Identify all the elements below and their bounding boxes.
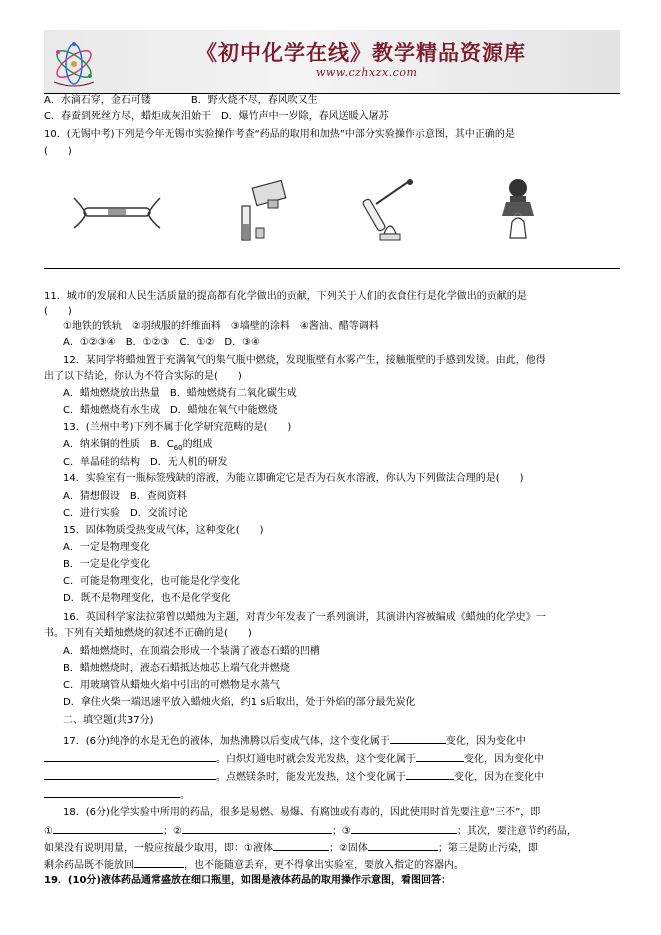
q10-stem: 10．(无锡中考)下列是今年无锡市实验操作考查“药品的取用和加热”中部分实验操作示意图，其中正确的是 [44, 129, 515, 140]
q16-option-c: C．用玻璃管从蜡烛火焰中引出的可燃物是水蒸气 [63, 680, 280, 691]
q17-blank-6[interactable] [44, 787, 180, 798]
q17-line2 [44, 751, 622, 767]
q12-options-cd: C．蜡烛燃烧有水生成 D．蜡烛在氧气中能燃烧 [63, 405, 278, 416]
q18-line4 [44, 857, 622, 873]
q17-text-4: 变化，因为变化中 [464, 754, 544, 765]
q14-options-cd: C．进行实验 D．交流讨论 [63, 508, 188, 519]
q19-stem: 19．(10分)液体药品通常盛放在细口瓶里，如图是液体药品的取用操作示意图，看图回答： [44, 875, 451, 886]
q16-option-a: A．蜡烛燃烧时，在顶端会形成一个装满了液态石蜡的凹槽 [63, 646, 320, 657]
q14-stem: 14．实验室有一瓶标签残缺的溶液，为能立即确定它是否为石灰水溶液，你认为下列做法合理的是( ) [63, 473, 524, 484]
q17-text-6: 变化，因为在变化中 [454, 772, 544, 783]
q14-options-ab: A．猜想假设 B．查阅资料 [63, 491, 187, 502]
q18-blank-5[interactable] [368, 840, 438, 851]
q15-stem: 15．固体物质受热变成气体，这种变化( ) [63, 525, 264, 536]
q18-line3 [44, 840, 622, 856]
q18-line2 [44, 823, 622, 839]
header-banner [44, 30, 620, 94]
section-fill-in-heading: 二、填空题(共37分) [63, 715, 154, 726]
q17-blank-4[interactable] [44, 769, 216, 780]
c60-subscript: 60 [173, 444, 183, 452]
q10-paren: ( ) [44, 146, 72, 157]
q18-text-9: ，也不能随意丢弃，更不得拿出实验室，要放入指定的容器内。 [184, 860, 464, 871]
q17-line4 [44, 787, 622, 803]
q13-stem: 13．(兰州中考)下列不属于化学研究范畴的是( ) [63, 422, 292, 433]
q13-options-cd: C．单晶硅的结构 D．无人机的研发 [63, 457, 228, 468]
q11-items: ①地铁的铁轨 ②羽绒服的纤维面料 ③墙壁的涂料 ④酱油、醋等调料 [63, 321, 379, 332]
q18-text-4: ；其次，要注意节约药品， [456, 826, 577, 837]
q12-stem-cont: 出了以下结论，你认为不符合实际的是( ) [44, 371, 242, 382]
q9-options-cd: C．春蚕到死丝方尽，蜡炬成灰泪始干 D．爆竹声中一岁除，春风送暖入屠苏 [44, 111, 389, 122]
q11-paren: ( ) [44, 306, 72, 317]
q18-text-6: ；②固体 [328, 843, 368, 854]
q18-blank-2[interactable] [182, 823, 332, 834]
q17-blank-5[interactable] [406, 769, 454, 780]
q18-blank-4[interactable] [273, 840, 329, 851]
q17-text-1: 17．(6分)纯净的水是无色的液体，加热沸腾以后变成气体，这个变化属于 [63, 736, 390, 747]
section-rule [44, 268, 620, 269]
q16-option-d: D．拿住火柴一端迅速平放入蜡烛火焰，约1 s后取出，处于外焰的部分最先炭化 [63, 697, 416, 708]
smelling-gas-diagram [494, 176, 546, 242]
q16-option-b: B．蜡烛燃烧时，液态石蜡抵达烛芯上端气化并燃烧 [63, 663, 290, 674]
q17-blank-2[interactable] [44, 751, 216, 762]
q15-option-b: B．一定是化学变化 [63, 559, 150, 570]
q15-option-d: D．既不是物理变化，也不是化学变化 [63, 593, 231, 604]
q17-line3 [44, 769, 622, 785]
q18-blank-1[interactable] [53, 823, 163, 834]
q12-stem: 12．某同学将蜡烛置于充满氧气的集气瓶中燃烧，发现瓶壁有水雾产生，接触瓶壁的手感到发烫。由此，他得 [63, 355, 546, 366]
pouring-liquid-diagram [236, 180, 296, 242]
banner-title: 《初中化学在线》教学精品资源库 [196, 40, 526, 65]
q15-option-a: A．一定是物理变化 [63, 542, 150, 553]
q13-option-text-end: 的组成 [182, 439, 213, 450]
q17-text-2: 变化，因为变化中 [445, 736, 526, 747]
q16-stem-cont: 书。下列有关蜡烛燃烧的叙述不正确的是( ) [44, 628, 252, 639]
atom-logo-icon [48, 32, 104, 92]
q16-stem: 16．英国科学家法拉第曾以蜡烛为主题，对青少年发表了一系列演讲，其演讲内容被编成《蜡烛的化学史》一 [63, 612, 546, 623]
q18-text-7: ；第三是防止污染，即 [437, 843, 538, 854]
q17-blank-3[interactable] [416, 751, 464, 762]
q18-text-2: ；② [162, 826, 182, 837]
q13-option-text: A．纳米铜的性质 B．C [63, 439, 174, 450]
q18-stem: 18．(6分)化学实验中所用的药品，很多是易燃、易爆、有腐蚀或有毒的，因此使用时首先要注意“三不”，即 [63, 807, 541, 818]
q12-options-ab: A．蜡烛燃烧放出热量 B．蜡烛燃烧有二氧化碳生成 [63, 388, 297, 399]
q9-options-ab: A．水滴石穿，金石可镂 B．野火烧不尽，春风吹又生 [44, 95, 318, 106]
q15-option-c: C．可能是物理变化，也可能是化学变化 [63, 576, 240, 587]
q18-text-5: 如果没有说明用量，一般应按最少取用，即：①液体 [44, 843, 273, 854]
q18-blank-6[interactable] [134, 857, 184, 868]
banner-url: www.czhxzx.com [316, 66, 418, 79]
q18-text-8: 剩余药品既不能放回 [44, 860, 134, 871]
q11-stem: 11．城市的发展和人民生活质量的提高都有化学做出的贡献，下列关于人们的衣食住行是化学做出的贡献的是 [44, 291, 527, 302]
q18-text-3: ；③ [331, 826, 351, 837]
heating-test-tube-diagram [360, 178, 420, 242]
q17-text-5: 。点燃镁条时，能发光发热，这个变化属于 [216, 772, 406, 783]
q17-line1 [63, 733, 641, 749]
test-tube-hand-diagram [72, 192, 162, 232]
q13-options-ab [63, 438, 641, 455]
q18-text-1: ① [44, 826, 53, 837]
q18-blank-3[interactable] [351, 823, 457, 834]
q11-options: A．①②③④ B．①②③ C．①② D．③④ [63, 337, 260, 348]
q17-text-3: 。白炽灯通电时就会发光发热，这个变化属于 [216, 754, 416, 765]
q17-text-end: 。 [180, 790, 190, 801]
q17-blank-1[interactable] [390, 733, 446, 744]
